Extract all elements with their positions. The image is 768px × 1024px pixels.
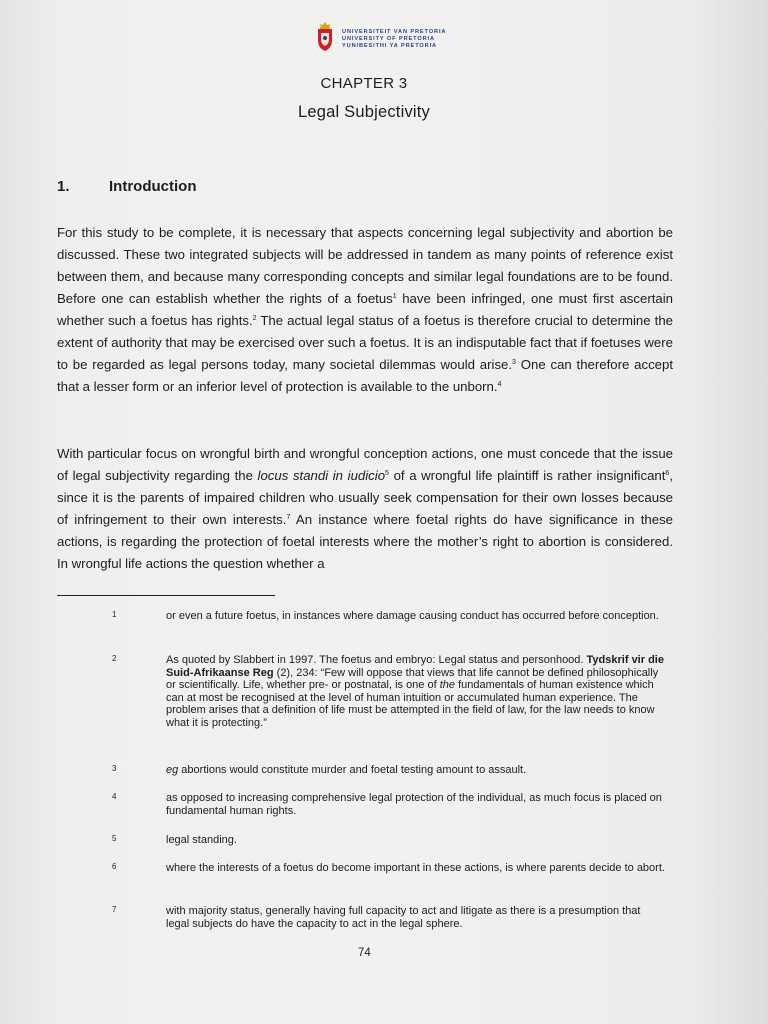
text-run: where the interests of a foetus do become important in these actions, is where parents decide to abort.: [166, 862, 665, 874]
footnote-ref: 2: [252, 315, 257, 322]
text-run: (2), 234: “Few will oppose that views that life cannot be defined philosophically or scientifically. Life, whether pre- or postnatal, is one of: [166, 666, 659, 692]
text-run: as opposed to increasing comprehensive legal protection of the individual, as much focus is placed on fundamental human rights.: [166, 792, 662, 817]
footnote-number: 3: [112, 764, 117, 773]
text-run: The actual legal status of a foetus is therefore crucial to determine the extent of authority that may be exercised over such a foetus. It is an indisputable fact that if foetuses were to be regarded as legal persons today, many societal dilemmas would arise.: [57, 313, 673, 372]
footnote-number: 7: [112, 905, 117, 914]
footnote-ref: 7: [286, 514, 291, 521]
footnote-text: [166, 834, 666, 847]
italic-text: the: [439, 679, 456, 692]
text-run: with majority status, generally having full capacity to act and litigate as there is a presumption that legal subjects do have the capacity to act in the legal sphere.: [166, 905, 641, 930]
chapter-label: CHAPTER 3: [320, 75, 408, 92]
section-title: Introduction: [109, 178, 197, 195]
logo-text: [342, 29, 446, 49]
chapter-title: Legal Subjectivity: [297, 103, 430, 121]
footnote-number: 5: [112, 834, 117, 843]
bold-text: Tydskrif vir die Suid-Afrikaanse Reg: [166, 654, 664, 679]
footnote-divider: [57, 595, 275, 596]
text-run: legal standing.: [166, 834, 237, 846]
text-run: or even a future foetus, in instances where damage causing conduct has occurred before conception.: [166, 610, 659, 622]
footnote-text: [166, 862, 666, 875]
university-logo: [314, 20, 454, 54]
italic-text: locus standi in iudicio: [257, 468, 386, 483]
section-heading: [57, 178, 196, 195]
footnote-text: [166, 610, 666, 623]
text-run: have been infringed, one must first ascertain whether such a foetus has rights.: [57, 291, 673, 328]
text-run: An instance where foetal rights do have significance in these actions, is regarding the protection of foetal interests where the mother’s right to abortion is considered. In wrongful life actions the question whether a: [57, 512, 673, 571]
footnote-number: 1: [112, 610, 117, 619]
footnote-text: [166, 905, 666, 930]
text-run: With particular focus on wrongful birth and wrongful conception actions, one must concede that the issue of legal subjectivity regarding the: [57, 446, 673, 483]
footnote-ref: 3: [512, 359, 516, 366]
footnote-number: 6: [112, 862, 117, 871]
paragraph-1: [57, 222, 673, 398]
page-number: 74: [358, 947, 371, 959]
logo-line: UNIVERSITY OF PRETORIA: [342, 35, 435, 42]
footnote-ref: 6: [665, 470, 670, 477]
text-run: For this study to be complete, it is necessary that aspects concerning legal subjectivity and abortion be discussed. These two integrated subjects will be addressed in tandem as many points of reference exist between them, and because many corresponding concepts and similar legal foundations are to be found. Before one can establish whether the rights of a foetus: [57, 225, 673, 306]
italic-text: eg: [166, 764, 179, 776]
footnote-number: 2: [112, 654, 117, 663]
text-run: One can therefore accept that a lesser form or an inferior level of protection is available to the unborn.: [57, 357, 673, 394]
paragraph-2: [57, 443, 673, 575]
logo-line: YUNIBESITHI YA PRETORIA: [342, 42, 437, 49]
footnote-text: [166, 792, 666, 817]
footnote-ref: 1: [392, 293, 397, 300]
footnote-text: [166, 654, 666, 730]
text-run: As quoted by Slabbert in 1997. The foetus and embryo: Legal status and personhood.: [166, 654, 587, 666]
text-run: of a wrongful life plaintiff is rather insignificant: [388, 468, 666, 483]
footnote-ref: 5: [385, 470, 389, 477]
footnote-ref: 4: [497, 381, 502, 388]
section-number: 1.: [57, 178, 70, 195]
logo-line: UNIVERSITEIT VAN PRETORIA: [342, 29, 447, 35]
crest-icon: [314, 20, 336, 52]
footnote-text: [166, 764, 666, 777]
text-run: abortions would constitute murder and foetal testing amount to assault.: [178, 764, 527, 776]
footnote-number: 4: [112, 792, 117, 801]
text-run: , since it is the parents of impaired children who usually seek compensation for their own losses because of infringement to their own interests.: [57, 468, 673, 527]
text-run: fundamentals of human existence which can at most be recognised at the level of human intuition or accumulated human experience. The problem arises that a definition of life must be attempted in the field of law, for the law needs to know what it is protecting.”: [166, 679, 655, 729]
